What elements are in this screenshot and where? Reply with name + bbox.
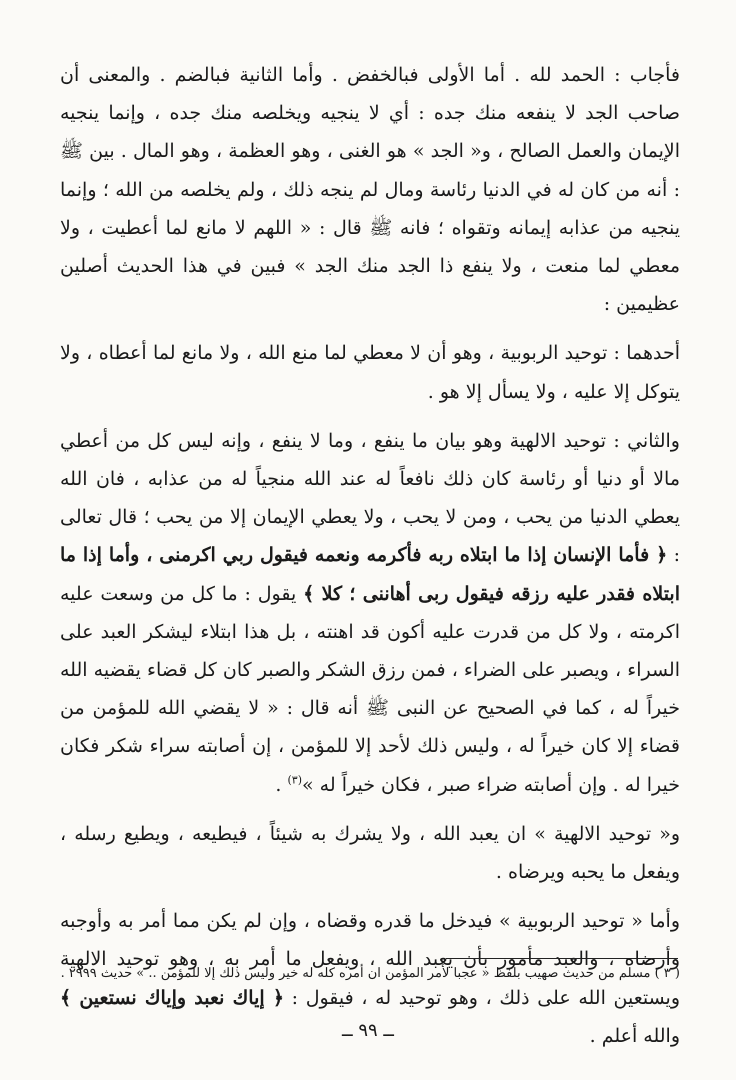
paragraph-text: أحدهما : توحيد الربوبية ، وهو أن لا معطي لما منع الله ، ولا مانع لما أعطاه ، ولا يتوكل إلا عليه ، ولا يسأل إلا هو .	[60, 342, 680, 403]
quran-verse: ﴿ فأما الإنسان إذا ما ابتلاه ربه فأكرمه ونعمه فيقول ربي اكرمنى ، وأما إذا ما ابتلاه فقدر عليه رزقه فيقول ربى أهاننى ؛ كلا ﴾	[60, 544, 680, 605]
paragraph-text: .	[275, 773, 288, 796]
paragraph-first-principle	[60, 334, 680, 410]
paragraph-text: فأجاب : الحمد لله . أما الأولى فبالخفض . وأما الثانية فبالضم . والمعنى أن صاحب الجد لا ينفعه منك جده : أي لا ينجيه ويخلصه منك جده ، وإنما ينجيه الإيمان والعمل الصالح ، و« الجد » هو الغنى ، وهو العظمة ، وهو المال . بين ﷺ : أنه من كان له في الدنيا رئاسة ومال لم ينجه ذلك ، ولم يخلصه من الله ؛ وإنما ينجيه من عذابه إيمانه وتقواه ؛ فانه ﷺ قال : « اللهم لا مانع لما أعطيت ، ولا معطي لما منعت ، ولا ينفع ذا الجد منك الجد » فبين في هذا الحديث أصلين عظيمين :	[60, 64, 680, 316]
footnote-divider	[446, 958, 678, 959]
page-number: ــ ٩٩ ــ	[342, 1020, 394, 1041]
footnote-reference: (٣)	[287, 773, 303, 787]
main-text	[60, 56, 680, 1055]
paragraph-text: والله أعلم .	[589, 1024, 680, 1047]
footnote	[60, 962, 680, 986]
paragraph-second-principle	[60, 422, 680, 804]
footnote-text: ( ٣ ) مسلم من حديث صهيب بلفظ « عجبا لأمر المؤمن ان أمره كله له خير وليس ذلك إلا للمؤمن .. » حديث ٢٩٩٩ .	[60, 966, 680, 981]
quran-verse: ﴿ إياك نعبد وإياك نستعين ﴾	[60, 986, 285, 1009]
paragraph-answer	[60, 56, 680, 323]
paragraph-text: يقول : ما كل من وسعت عليه اكرمته ، ولا كل من قدرت عليه أكون قد اهنته ، بل هذا ابتلاء ليشكر العبد على السراء ، ويصبر على الضراء ، فمن رزق الشكر والصبر كان كل قضاء يقضيه الله خيراً له ، كما في الصحيح عن النبى ﷺ أنه قال : « لا يقضي الله للمؤمن من قضاء إلا كان خيراً له ، وليس ذلك لأحد إلا للمؤمن ، إن أصابته سراء شكر فكان خيرا له . وإن أصابته ضراء صبر ، فكان خيراً له »	[60, 582, 680, 796]
paragraph-text: والثاني : توحيد الالهية وهو بيان ما ينفع ، وما لا ينفع ، وإنه ليس كل من أعطي مالا أو دنيا أو رئاسة كان ذلك نافعاً له عند الله منجياً له من عذابه ، فان الله يعطي الدنيا من يحب ، ومن لا يحب ، ولا يعطي الإيمان إلا من يحب ؛ قال تعالى :	[60, 429, 680, 567]
paragraph-text: وأما « توحيد الربوبية » فيدخل ما قدره وقضاه ، وإن لم يكن مما أمر به وأوجبه وأرضاه ، والعبد مأمور بأن يعبد الله ، ويفعل ما أمر به ، وهو توحيد الالهية ويستعين الله على ذلك ، وهو توحيد له ، فيقول :	[60, 910, 681, 1009]
paragraph-uluhiyya	[60, 815, 680, 891]
paragraph-text: و« توحيد الالهية » ان يعبد الله ، ولا يشرك به شيئاً ، فيطيعه ، ويطيع رسله ، ويفعل ما يحبه ويرضاه .	[60, 822, 680, 884]
